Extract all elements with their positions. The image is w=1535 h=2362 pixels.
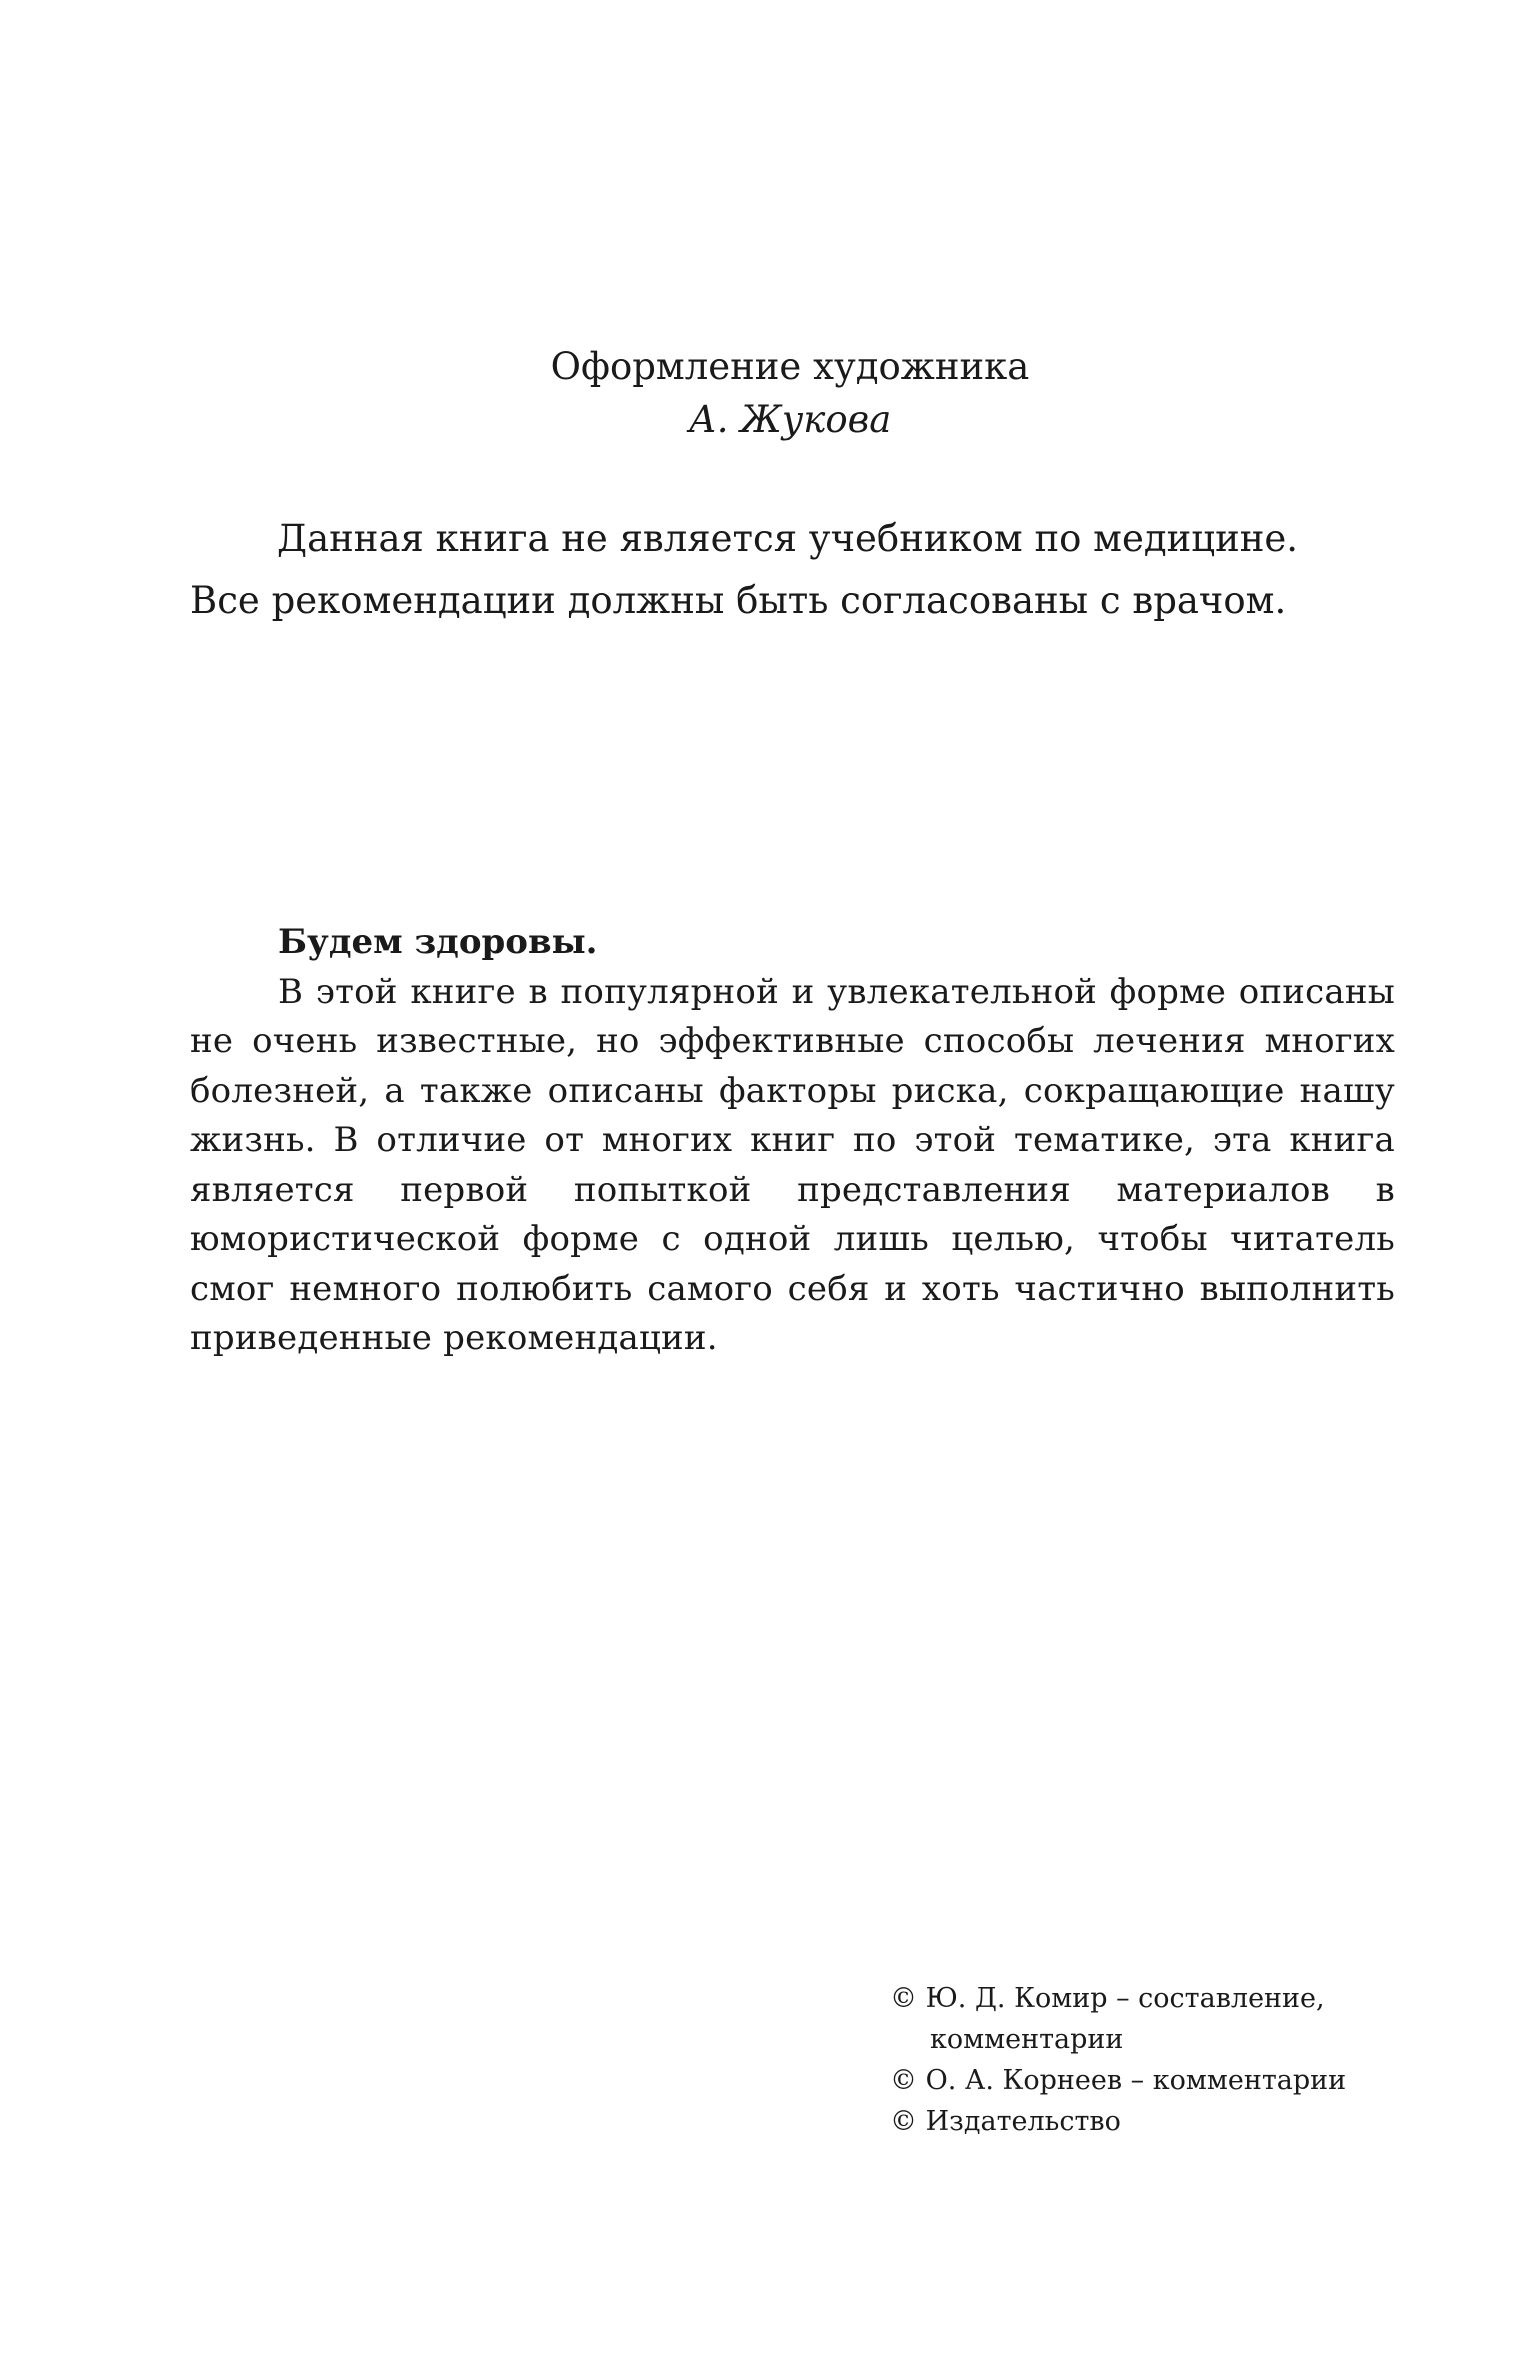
copyright-entry-compiler: © Ю. Д. Комир – составление, <box>890 1983 1325 2014</box>
copyright-block <box>890 1978 1410 2142</box>
disclaimer-line-1: Данная книга не является учебником по медицине. <box>277 517 1299 560</box>
copyright-entry-publisher: © Издательство <box>890 2106 1121 2137</box>
designer-label: Оформление художника <box>550 345 1030 388</box>
abstract-text: В этой книге в популярной и увлекательной форме описаны не очень известные, но эффективные способы лечения многих болезней, а также описаны факторы риска, сокращающие нашу жизнь. В отличие от многих книг по этой тематике, эта книга является первой попыткой представления материалов в юмористической форме с одной лишь целью, чтобы читатель смог немного полюбить самого себя и хоть частично выполнить приведенные рекомендации. <box>190 971 1395 1358</box>
copyright-entry-compiler-continued: комментарии <box>930 2024 1124 2055</box>
abstract-heading: Будем здоровы. <box>278 922 598 962</box>
designer-credit <box>520 340 1060 446</box>
medical-disclaimer <box>190 508 1395 632</box>
disclaimer-line-2: Все рекомендации должны быть согласованы с врачом. <box>190 579 1287 622</box>
artist-name: А. Жукова <box>688 398 892 441</box>
book-abstract <box>190 918 1395 1364</box>
copyright-entry-commentator: © О. А. Корнеев – комментарии <box>890 2065 1347 2096</box>
